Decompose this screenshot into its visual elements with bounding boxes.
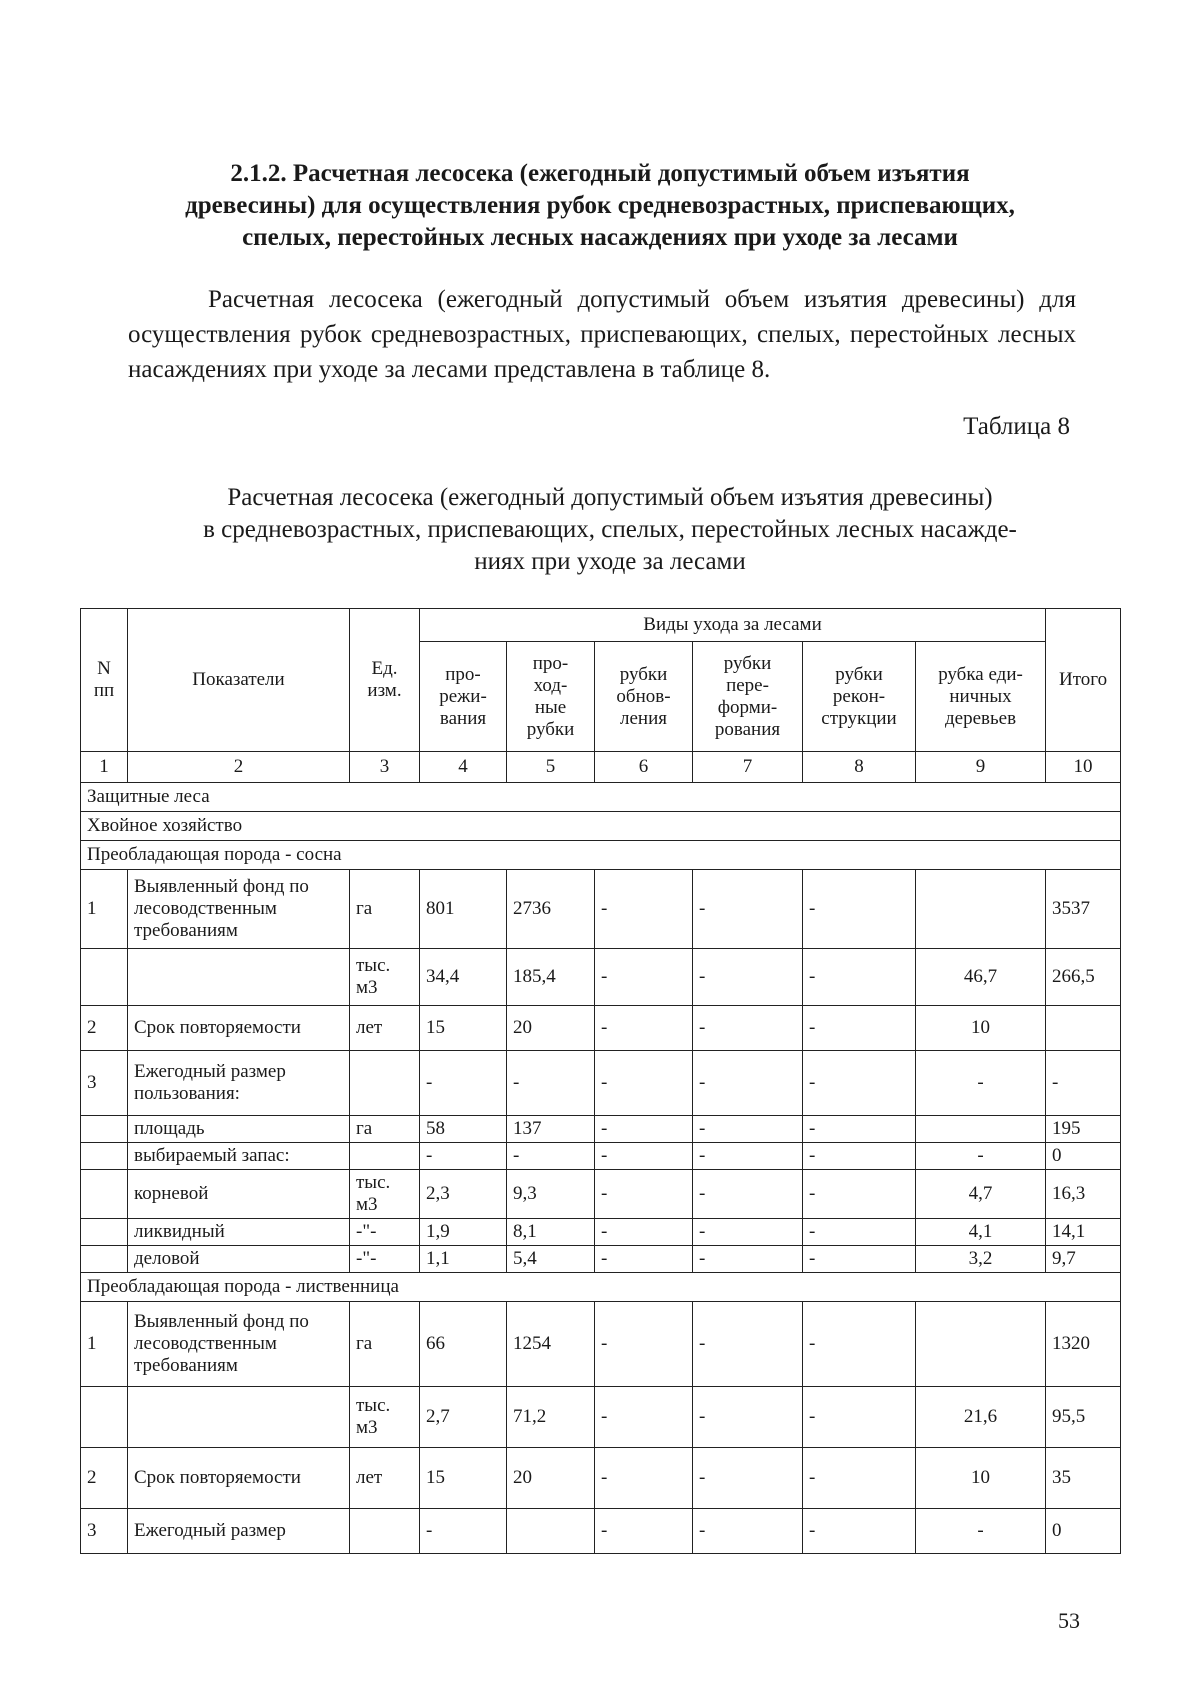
row-number bbox=[81, 1143, 128, 1170]
intro-paragraph bbox=[128, 282, 1076, 387]
row-number: 2 bbox=[81, 1448, 128, 1509]
header-row-1 bbox=[81, 609, 1121, 642]
table-row bbox=[81, 1006, 1121, 1051]
value-cell: 185,4 bbox=[507, 949, 595, 1006]
value-cell: 1,1 bbox=[420, 1246, 507, 1273]
value-cell: - bbox=[803, 1448, 916, 1509]
value-cell bbox=[916, 870, 1046, 949]
caption-line-1: Расчетная лесосека (ежегодный допустимый объем изъятия древесины) bbox=[227, 484, 993, 511]
row-unit: тыс. м3 bbox=[350, 1170, 420, 1219]
row-number: 2 bbox=[81, 1006, 128, 1051]
value-cell: 0 bbox=[1046, 1509, 1121, 1554]
column-number: 7 bbox=[693, 752, 803, 783]
value-cell: 58 bbox=[420, 1116, 507, 1143]
row-number: 3 bbox=[81, 1051, 128, 1116]
row-indicator: Ежегодный размер bbox=[128, 1509, 350, 1554]
value-cell: - bbox=[595, 1246, 693, 1273]
column-number: 2 bbox=[128, 752, 350, 783]
value-cell: 35 bbox=[1046, 1448, 1121, 1509]
value-cell: - bbox=[803, 1219, 916, 1246]
value-cell: - bbox=[507, 1051, 595, 1116]
value-cell: 71,2 bbox=[507, 1387, 595, 1448]
table-row bbox=[81, 1219, 1121, 1246]
header-col-6: рубки обнов- ления bbox=[595, 642, 693, 752]
section-heading bbox=[120, 158, 1080, 254]
value-cell: - bbox=[595, 1448, 693, 1509]
section-title-coniferous: Хвойное хозяйство bbox=[81, 812, 1121, 841]
value-cell: 8,1 bbox=[507, 1219, 595, 1246]
row-unit: тыс. м3 bbox=[350, 949, 420, 1006]
table-row bbox=[81, 949, 1121, 1006]
heading-line-1: 2.1.2. Расчетная лесосека (ежегодный допустимый объем изъятия bbox=[230, 160, 970, 187]
row-indicator bbox=[128, 949, 350, 1006]
row-indicator: Выявленный фонд по лесоводственным требованиям bbox=[128, 1302, 350, 1387]
column-number: 5 bbox=[507, 752, 595, 783]
column-number-row bbox=[81, 752, 1121, 783]
row-indicator: Срок повторяемости bbox=[128, 1448, 350, 1509]
value-cell: 0 bbox=[1046, 1143, 1121, 1170]
row-number bbox=[81, 949, 128, 1006]
value-cell: - bbox=[803, 1246, 916, 1273]
section-row bbox=[81, 783, 1121, 812]
table-row bbox=[81, 870, 1121, 949]
column-number: 8 bbox=[803, 752, 916, 783]
value-cell: - bbox=[693, 1246, 803, 1273]
value-cell: - bbox=[803, 1387, 916, 1448]
value-cell: - bbox=[595, 1509, 693, 1554]
value-cell: 10 bbox=[916, 1006, 1046, 1051]
value-cell: - bbox=[916, 1509, 1046, 1554]
value-cell: - bbox=[693, 1219, 803, 1246]
value-cell: - bbox=[693, 1302, 803, 1387]
row-indicator bbox=[128, 1387, 350, 1448]
value-cell: - bbox=[693, 1006, 803, 1051]
value-cell: - bbox=[803, 1051, 916, 1116]
table-row bbox=[81, 1051, 1121, 1116]
value-cell: 15 bbox=[420, 1448, 507, 1509]
header-col-5: про- ход- ные рубки bbox=[507, 642, 595, 752]
value-cell: - bbox=[693, 1143, 803, 1170]
row-indicator: деловой bbox=[128, 1246, 350, 1273]
value-cell: - bbox=[916, 1143, 1046, 1170]
felling-table bbox=[80, 608, 1121, 1554]
page-number: 53 bbox=[1058, 1608, 1080, 1633]
value-cell: - bbox=[595, 1051, 693, 1116]
value-cell: 2736 bbox=[507, 870, 595, 949]
value-cell: 137 bbox=[507, 1116, 595, 1143]
row-number bbox=[81, 1170, 128, 1219]
row-number: 1 bbox=[81, 1302, 128, 1387]
value-cell: - bbox=[803, 1143, 916, 1170]
value-cell: - bbox=[420, 1143, 507, 1170]
value-cell: - bbox=[693, 1116, 803, 1143]
table-row bbox=[81, 1246, 1121, 1273]
row-unit bbox=[350, 1051, 420, 1116]
row-indicator: Ежегодный размер пользования: bbox=[128, 1051, 350, 1116]
column-number: 9 bbox=[916, 752, 1046, 783]
section-row bbox=[81, 841, 1121, 870]
header-indicators: Показатели bbox=[128, 609, 350, 752]
table-caption bbox=[140, 482, 1080, 578]
value-cell: 16,3 bbox=[1046, 1170, 1121, 1219]
value-cell: 195 bbox=[1046, 1116, 1121, 1143]
value-cell: - bbox=[595, 1006, 693, 1051]
value-cell: - bbox=[595, 1143, 693, 1170]
value-cell: 2,7 bbox=[420, 1387, 507, 1448]
value-cell: - bbox=[803, 870, 916, 949]
intro-paragraph-text: Расчетная лесосека (ежегодный допустимый объем изъятия древесины) для осуществления рубок средневозрастных, приспевающих, спелых, перестойных лесных насаждениях при уходе за лесами представлена в таблице 8. bbox=[128, 286, 1076, 383]
row-indicator: ликвидный bbox=[128, 1219, 350, 1246]
value-cell: 14,1 bbox=[1046, 1219, 1121, 1246]
column-number: 3 bbox=[350, 752, 420, 783]
value-cell: - bbox=[803, 949, 916, 1006]
value-cell: - bbox=[595, 949, 693, 1006]
row-unit bbox=[350, 1509, 420, 1554]
column-number: 6 bbox=[595, 752, 693, 783]
header-num: N пп bbox=[81, 609, 128, 752]
table-row bbox=[81, 1116, 1121, 1143]
value-cell: 46,7 bbox=[916, 949, 1046, 1006]
value-cell: 5,4 bbox=[507, 1246, 595, 1273]
heading-line-2: древесины) для осуществления рубок средневозрастных, приспевающих, bbox=[185, 192, 1015, 219]
value-cell: - bbox=[693, 870, 803, 949]
row-unit: -"- bbox=[350, 1246, 420, 1273]
value-cell: - bbox=[693, 1387, 803, 1448]
value-cell: - bbox=[803, 1170, 916, 1219]
table-row bbox=[81, 1387, 1121, 1448]
value-cell: - bbox=[693, 1051, 803, 1116]
value-cell: - bbox=[595, 1219, 693, 1246]
section-title-larch: Преобладающая порода - лиственница bbox=[81, 1273, 1121, 1302]
table-row bbox=[81, 1509, 1121, 1554]
value-cell: - bbox=[420, 1051, 507, 1116]
column-number: 1 bbox=[81, 752, 128, 783]
header-unit: Ед. изм. bbox=[350, 609, 420, 752]
header-care-types: Виды ухода за лесами bbox=[420, 609, 1046, 642]
value-cell: - bbox=[595, 1170, 693, 1219]
value-cell: - bbox=[803, 1509, 916, 1554]
row-unit: тыс. м3 bbox=[350, 1387, 420, 1448]
row-indicator: выбираемый запас: bbox=[128, 1143, 350, 1170]
table-row bbox=[81, 1143, 1121, 1170]
value-cell: - bbox=[1046, 1051, 1121, 1116]
row-unit: лет bbox=[350, 1006, 420, 1051]
value-cell: - bbox=[916, 1051, 1046, 1116]
value-cell bbox=[916, 1302, 1046, 1387]
row-unit bbox=[350, 1143, 420, 1170]
value-cell: - bbox=[803, 1302, 916, 1387]
value-cell: - bbox=[803, 1006, 916, 1051]
value-cell: 20 bbox=[507, 1006, 595, 1051]
value-cell: 4,1 bbox=[916, 1219, 1046, 1246]
value-cell: 1,9 bbox=[420, 1219, 507, 1246]
header-col-4: про- режи- вания bbox=[420, 642, 507, 752]
value-cell: 3537 bbox=[1046, 870, 1121, 949]
value-cell: 21,6 bbox=[916, 1387, 1046, 1448]
value-cell: - bbox=[693, 1448, 803, 1509]
column-number: 10 bbox=[1046, 752, 1121, 783]
row-number bbox=[81, 1387, 128, 1448]
value-cell: 1254 bbox=[507, 1302, 595, 1387]
row-unit: -"- bbox=[350, 1219, 420, 1246]
value-cell: - bbox=[595, 1302, 693, 1387]
value-cell: - bbox=[803, 1116, 916, 1143]
value-cell: 1320 bbox=[1046, 1302, 1121, 1387]
row-indicator: Выявленный фонд по лесоводственным требованиям bbox=[128, 870, 350, 949]
header-col-8: рубки рекон- струкции bbox=[803, 642, 916, 752]
row-indicator: площадь bbox=[128, 1116, 350, 1143]
header-col-9: рубка еди- ничных деревьев bbox=[916, 642, 1046, 752]
value-cell: 4,7 bbox=[916, 1170, 1046, 1219]
row-unit: га bbox=[350, 1302, 420, 1387]
value-cell: 66 bbox=[420, 1302, 507, 1387]
section-row bbox=[81, 812, 1121, 841]
value-cell: 3,2 bbox=[916, 1246, 1046, 1273]
value-cell: - bbox=[693, 949, 803, 1006]
value-cell bbox=[916, 1116, 1046, 1143]
caption-line-3: ниях при уходе за лесами bbox=[474, 548, 746, 575]
table-row bbox=[81, 1170, 1121, 1219]
table-label: Таблица 8 bbox=[963, 413, 1070, 440]
value-cell bbox=[1046, 1006, 1121, 1051]
table-row bbox=[81, 1302, 1121, 1387]
row-unit: га bbox=[350, 1116, 420, 1143]
value-cell: 266,5 bbox=[1046, 949, 1121, 1006]
table-row bbox=[81, 1448, 1121, 1509]
row-unit: га bbox=[350, 870, 420, 949]
row-number bbox=[81, 1246, 128, 1273]
header-total: Итого bbox=[1046, 609, 1121, 752]
value-cell: 2,3 bbox=[420, 1170, 507, 1219]
row-number: 1 bbox=[81, 870, 128, 949]
value-cell: 15 bbox=[420, 1006, 507, 1051]
value-cell: 95,5 bbox=[1046, 1387, 1121, 1448]
value-cell: 9,3 bbox=[507, 1170, 595, 1219]
value-cell: 801 bbox=[420, 870, 507, 949]
caption-line-2: в средневозрастных, приспевающих, спелых, перестойных лесных насажде- bbox=[203, 516, 1017, 543]
value-cell: 20 bbox=[507, 1448, 595, 1509]
value-cell: - bbox=[507, 1143, 595, 1170]
header-col-7: рубки пере- форми- рования bbox=[693, 642, 803, 752]
value-cell: - bbox=[595, 1387, 693, 1448]
value-cell bbox=[507, 1509, 595, 1554]
row-indicator: Срок повторяемости bbox=[128, 1006, 350, 1051]
value-cell: - bbox=[595, 1116, 693, 1143]
section-row bbox=[81, 1273, 1121, 1302]
value-cell: 9,7 bbox=[1046, 1246, 1121, 1273]
row-indicator: корневой bbox=[128, 1170, 350, 1219]
row-number: 3 bbox=[81, 1509, 128, 1554]
row-number bbox=[81, 1116, 128, 1143]
value-cell: 34,4 bbox=[420, 949, 507, 1006]
row-unit: лет bbox=[350, 1448, 420, 1509]
value-cell: - bbox=[595, 870, 693, 949]
section-title-protective: Защитные леса bbox=[81, 783, 1121, 812]
section-title-pine: Преобладающая порода - сосна bbox=[81, 841, 1121, 870]
value-cell: 10 bbox=[916, 1448, 1046, 1509]
value-cell: - bbox=[420, 1509, 507, 1554]
value-cell: - bbox=[693, 1170, 803, 1219]
value-cell: - bbox=[693, 1509, 803, 1554]
row-number bbox=[81, 1219, 128, 1246]
column-number: 4 bbox=[420, 752, 507, 783]
heading-line-3: спелых, перестойных лесных насаждениях при уходе за лесами bbox=[242, 224, 958, 251]
